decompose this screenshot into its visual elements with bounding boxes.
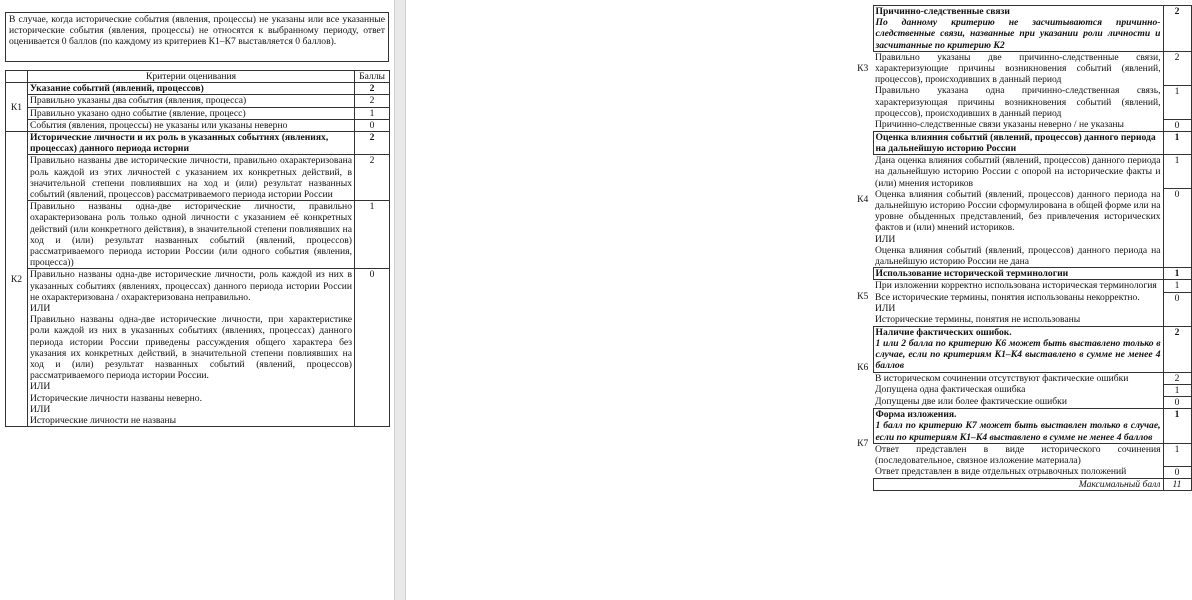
right-page [406,0,1182,600]
criterion-points: 0 [1163,189,1191,268]
header-criteria: Критерии оценивания [28,71,355,83]
criterion-points: 1 [1163,443,1191,466]
table-row [853,372,1191,384]
k7-title-cell [873,409,1163,444]
criterion-points: 2 [1163,51,1191,85]
k4-title: Оценка влияния событий (явлений, процессов) данного периода на дальнейшую историю России [873,131,1163,154]
k3-title-cell [873,6,1163,52]
k6-max: 2 [1163,326,1191,372]
k3-note: По данному критерию не засчитываются причинно-следственные связи, названные при указании роли личности и засчитанные по критерию К2 [875,17,1161,51]
k5-max: 1 [1163,268,1191,280]
max-score-empty [853,478,873,490]
criterion-points: 0 [1163,466,1191,478]
k3-code: К3 [857,62,869,74]
page-gutter [394,0,406,600]
table-row [853,384,1191,396]
table-row [853,292,1191,326]
table-row [853,189,1191,268]
max-score-value: 11 [1163,478,1191,490]
k2-title-row [6,132,390,155]
criterion-text: Ответ представлен в виде отдельных отрывочных положений [875,466,1127,478]
table-row [853,466,1191,478]
criterion-text: Правильно указаны два события (явления, процесса) [28,95,355,107]
criteria-table-right [853,5,1192,491]
k3-max: 2 [1163,6,1191,52]
criterion-points: 2 [1163,372,1191,384]
criterion-points: 0 [355,269,390,427]
k6-title-cell [873,326,1163,372]
criterion-paragraph: Правильно названы одна-две исторические личности, при характеристике роли каждой из них в указанных событиях (явлениях, процессах) данного периода истории России приведены рассуждения общего характера без указания их конкретных действий, в значительной степени повлиявших на ход и (или) результат названных событий (явлений, процессов) рассматриваемого периода истории России. [30,314,352,382]
k2-title: Исторические личности и их роль в указанных событиях (явлениях, процессах) данного периода истории [28,132,355,155]
criterion-text: Допущена одна фактическая ошибка [875,384,1026,396]
k7-code: К7 [857,437,869,449]
k4-max: 1 [1163,131,1191,154]
criterion-points: 1 [355,201,390,269]
criterion-text: Ответ представлен в виде исторического сочинения (последовательное, связное изложение материала) [875,443,1161,466]
table-row [6,269,390,427]
criterion-points: 0 [1163,396,1191,408]
k6-title: Наличие фактических ошибок. [875,326,1012,338]
criterion-text: Дана оценка влияния событий (явлений, процессов) данного периода на дальнейшую историю России с опорой на исторические факты и (или) мнения историков [875,155,1161,189]
k3-title: Причинно-следственные связи [875,6,1010,17]
criterion-paragraph: Оценка влияния событий (явлений, процессов) данного периода на дальнейшую историю России сформулирована в общей форме или на уровне обыденных представлений, без привлечения исторических фактов и (или) мнений историков. [875,188,1161,234]
or-label: ИЛИ [30,403,51,415]
table-row [853,443,1191,466]
criterion-paragraph: Правильно названы одна-две исторические личности, роль каждой из них в указанных событиях (явлениях, процессах) данного периода истории России не охарактеризована / охарактеризована неправильно. [30,269,352,303]
table-row [6,107,390,119]
criterion-points: 1 [1163,85,1191,119]
k1-code: К1 [6,83,28,132]
table-row [853,280,1191,292]
criterion-points: 0 [1163,119,1191,131]
criteria-table-left [5,70,390,427]
table-row [6,201,390,269]
k1-title-row [6,83,390,95]
criterion-paragraph: Исторические термины, понятия не использованы [875,314,1081,326]
k6-code: К6 [857,361,869,373]
table-row [853,396,1191,408]
k6-title-row [853,326,1191,372]
criterion-text-multi [873,292,1163,326]
k3-title-row [853,6,1191,52]
table-row [6,155,390,201]
criterion-text: Правильно названы две исторические личности, правильно охарактеризована роль каждой из этих личностей с указанием их конкретных действий, в значительной степени повлиявших на ход и (или) результат названных событий (явлений, процессов) рассматриваемого периода истории России [28,155,355,201]
table-row [853,51,1191,85]
criterion-text: Правильно указана одна причинно-следственная связь, характеризующая причины возникновения событий (явлений, процессов), происходивших в данный период [875,85,1161,119]
criterion-text: Правильно указано одно событие (явление, процесс) [28,107,355,119]
max-score-row [853,478,1191,490]
criterion-text: Правильно названы одна-две исторические личности, правильно охарактеризована роль только одной личности с указанием её конкретных действий (или конкретного действия), в значительной степени повлиявших на ход и (или) результат названных событий (явлений, процессов) рассматриваемого периода истории России (или одного события (явления, процесса)) [28,201,355,269]
or-label: ИЛИ [30,303,51,315]
k5-title-row [853,268,1191,280]
k4-code: К4 [857,193,869,205]
criterion-points: 2 [355,95,390,107]
criterion-paragraph: Исторические личности не названы [30,415,177,427]
left-page [0,0,394,600]
criterion-text-multi [873,189,1163,268]
criterion-points: 1 [1163,280,1191,292]
criterion-text: При изложении корректно использована историческая терминология [875,280,1157,292]
table-row [6,95,390,107]
k7-title-row [853,409,1191,444]
k4-title-row [853,131,1191,154]
table-row [853,155,1191,189]
k7-max: 1 [1163,409,1191,444]
criterion-points: 1 [355,107,390,119]
table-row [853,119,1191,131]
criterion-paragraph: Исторические личности названы неверно. [30,392,202,404]
criterion-points: 2 [355,155,390,201]
k1-max: 2 [355,83,390,95]
criterion-paragraph: Оценка влияния событий (явлений, процессов) данного периода на дальнейшую историю России не дана [875,244,1161,267]
k2-max: 2 [355,132,390,155]
criterion-paragraph: Все исторические термины, понятия использованы некорректно. [875,292,1140,304]
criterion-text: Причинно-следственные связи указаны неверно / не указаны [875,119,1124,131]
or-label: ИЛИ [875,303,896,315]
or-label: ИЛИ [875,233,896,245]
max-score-label: Максимальный балл [873,478,1163,490]
k1-title: Указание событий (явлений, процессов) [28,83,355,95]
k2-code: К2 [6,132,28,427]
header-empty-cell [6,71,28,83]
criterion-points: 1 [1163,155,1191,189]
header-points: Баллы [355,71,390,83]
intro-note: В случае, когда исторические события (явления, процессы) не указаны или все указанные исторические события (явления, процессы) не относятся к выбранному периоду, ответ оценивается 0 баллов (по каждому из критериев К1–К7 выставляется 0 баллов). [5,12,389,62]
k7-note: 1 балл по критерию К7 может быть выставлен только в случае, если по критериям К1–К4 выставлено в сумме не менее 4 баллов [875,420,1161,443]
criterion-text: В историческом сочинении отсутствуют фактические ошибки [875,372,1129,384]
table-header-row [6,71,390,83]
table-row [853,85,1191,119]
criterion-points: 0 [1163,292,1191,326]
k5-title: Использование исторической терминологии [873,268,1163,280]
criterion-points: 0 [355,119,390,131]
k7-title: Форма изложения. [875,409,957,421]
k6-note: 1 или 2 балла по критерию К6 может быть выставлено только в случае, если по критериям К1–К4 выставлено в сумме не менее 4 баллов [875,337,1161,372]
table-row [6,119,390,131]
or-label: ИЛИ [30,381,51,393]
criterion-points: 1 [1163,384,1191,396]
k5-code: К5 [857,291,869,303]
criterion-text: Правильно указаны две причинно-следственные связи, характеризующие причины возникновения событий (явлений, процессов), происходивших в данный период [875,51,1161,86]
criterion-text-multi [28,269,355,427]
criterion-text: События (явления, процессы) не указаны или указаны неверно [28,119,355,131]
criterion-text: Допущены две или более фактические ошибки [875,396,1067,408]
